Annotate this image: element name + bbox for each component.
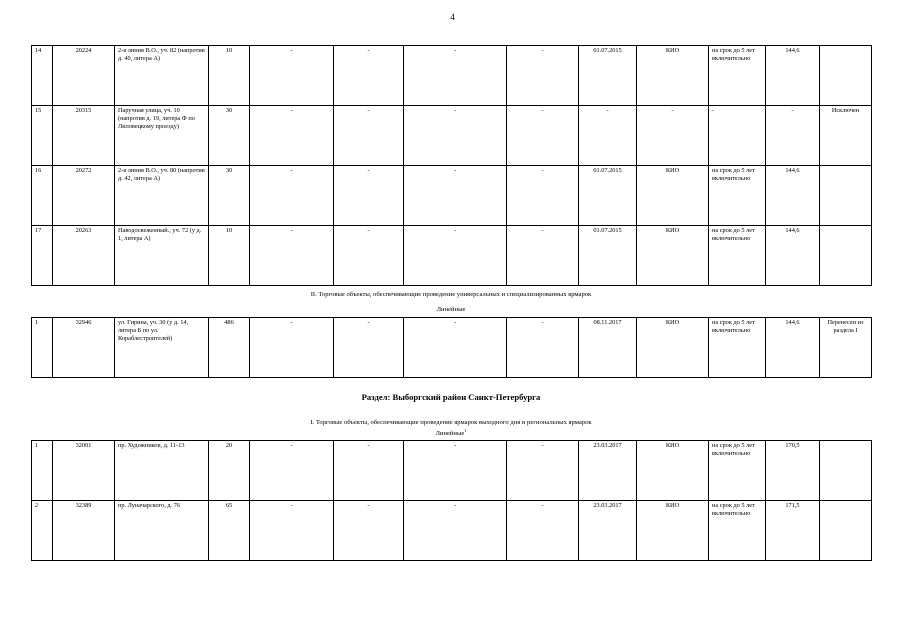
- cell-fee: -: [766, 106, 820, 166]
- cell-note: [820, 501, 872, 561]
- cell-places: 20: [209, 441, 250, 501]
- cell-col5: -: [250, 46, 334, 106]
- cell-col5: -: [250, 318, 334, 378]
- cell-col8: -: [507, 318, 579, 378]
- cell-term: на срок до 5 лет включительно: [709, 166, 766, 226]
- cell-col7: -: [404, 501, 507, 561]
- cell-col6: -: [334, 501, 404, 561]
- cell-number: 2: [32, 501, 53, 561]
- cell-col6: -: [334, 46, 404, 106]
- cell-organization: КИО: [637, 166, 709, 226]
- cell-col8: -: [507, 106, 579, 166]
- cell-date: 08.11.2017: [579, 318, 637, 378]
- cell-term: на срок до 5 лет включительно: [709, 226, 766, 286]
- cell-number: 14: [32, 46, 53, 106]
- cell-object-id: 20315: [53, 106, 115, 166]
- cell-col8: -: [507, 501, 579, 561]
- cell-address: пр. Художников, д. 11-13: [115, 441, 209, 501]
- district-heading: Раздел: Выборгский район Санкт-Петербурга: [361, 392, 541, 402]
- cell-organization: КИО: [637, 441, 709, 501]
- subcaption-linear-2: [31, 427, 871, 438]
- cell-col7: -: [404, 318, 507, 378]
- cell-col5: -: [250, 166, 334, 226]
- cell-object-id: 32389: [53, 501, 115, 561]
- cell-col7: -: [404, 226, 507, 286]
- cell-col5: -: [250, 441, 334, 501]
- cell-date: 01.07.2015: [579, 226, 637, 286]
- cell-fee: 171,5: [766, 501, 820, 561]
- cell-note: [820, 441, 872, 501]
- cell-organization: КИО: [637, 226, 709, 286]
- cell-object-id: 20272: [53, 166, 115, 226]
- trade-objects-table-3: [31, 440, 872, 561]
- cell-address: пр. Луначарского, д. 76: [115, 501, 209, 561]
- table-row: [32, 166, 872, 226]
- cell-fee: 170,5: [766, 441, 820, 501]
- cell-date: -: [579, 106, 637, 166]
- trade-objects-table-1: [31, 45, 872, 286]
- cell-term: на срок до 5 лет включительно: [709, 318, 766, 378]
- cell-note: [820, 166, 872, 226]
- cell-address: Наводосвеженный., уч. 72 (у д. 1, литера А): [115, 226, 209, 286]
- cell-number: 16: [32, 166, 53, 226]
- subcaption-linear: Линейные: [436, 306, 466, 313]
- cell-organization: КИО: [637, 318, 709, 378]
- cell-col5: -: [250, 501, 334, 561]
- cell-col7: -: [404, 106, 507, 166]
- section-caption-weekend-fairs: I. Торговые объекты, обеспечивающие проведение ярмарок выходного дня и региональных ярмарок: [310, 419, 592, 426]
- cell-date: 01.07.2015: [579, 166, 637, 226]
- cell-date: 23.03.2017: [579, 441, 637, 501]
- cell-col8: -: [507, 226, 579, 286]
- cell-places: 10: [209, 46, 250, 106]
- cell-fee: 144,6: [766, 166, 820, 226]
- cell-object-id: 32001: [53, 441, 115, 501]
- cell-col6: -: [334, 106, 404, 166]
- page-number: 4: [450, 12, 455, 22]
- cell-date: 01.07.2015: [579, 46, 637, 106]
- cell-note: [820, 46, 872, 106]
- table-row: [32, 106, 872, 166]
- cell-col6: -: [334, 166, 404, 226]
- cell-number: 1: [32, 318, 53, 378]
- cell-places: 30: [209, 166, 250, 226]
- cell-date: 23.03.2017: [579, 501, 637, 561]
- table-row: [32, 46, 872, 106]
- cell-col6: -: [334, 441, 404, 501]
- cell-fee: 144,6: [766, 46, 820, 106]
- cell-col8: -: [507, 441, 579, 501]
- cell-col8: -: [507, 46, 579, 106]
- cell-organization: КИО: [637, 501, 709, 561]
- cell-col7: -: [404, 46, 507, 106]
- cell-address: ул. Гирина, уч. 30 (у д. 14, литера Б по ул. Кораблестроителей): [115, 318, 209, 378]
- cell-col7: -: [404, 441, 507, 501]
- cell-object-id: 20224: [53, 46, 115, 106]
- cell-col8: -: [507, 166, 579, 226]
- cell-address: 2-я линия В.О., уч. 82 (напротив д. 40, литера А): [115, 46, 209, 106]
- cell-places: 65: [209, 501, 250, 561]
- cell-places: 10: [209, 226, 250, 286]
- cell-term: на срок до 5 лет включительно: [709, 501, 766, 561]
- cell-number: 1: [32, 441, 53, 501]
- cell-term: на срок до 5 лет включительно: [709, 46, 766, 106]
- cell-organization: КИО: [637, 46, 709, 106]
- cell-note: Исключен: [820, 106, 872, 166]
- table-row: [32, 226, 872, 286]
- cell-fee: 144,6: [766, 318, 820, 378]
- cell-col5: -: [250, 106, 334, 166]
- cell-term: на срок до 5 лет включительно: [709, 441, 766, 501]
- cell-address: Паручная улица, уч. 10 (напротив д. 19, литера Ф по Лиловецкому проезду): [115, 106, 209, 166]
- table-row: [32, 318, 872, 378]
- footnote-mark: 1: [464, 427, 467, 433]
- cell-places: 30: [209, 106, 250, 166]
- cell-places: 486: [209, 318, 250, 378]
- cell-organization: -: [637, 106, 709, 166]
- table-row: [32, 501, 872, 561]
- table-row: [32, 441, 872, 501]
- subcaption-linear-2-text: Линейные: [435, 430, 465, 437]
- cell-term: -: [709, 106, 766, 166]
- cell-note: [820, 226, 872, 286]
- cell-note: Перенесен из раздела I: [820, 318, 872, 378]
- cell-object-id: 20263: [53, 226, 115, 286]
- cell-col7: -: [404, 166, 507, 226]
- cell-address: 2-я линия В.О., уч. 80 (напротив д. 42, литера А): [115, 166, 209, 226]
- cell-fee: 144,6: [766, 226, 820, 286]
- cell-col6: -: [334, 318, 404, 378]
- trade-objects-table-2: [31, 317, 872, 378]
- cell-number: 17: [32, 226, 53, 286]
- cell-col5: -: [250, 226, 334, 286]
- cell-object-id: 32946: [53, 318, 115, 378]
- section-caption-fairs: II. Торговые объекты, обеспечивающие проведение универсальных и специализированных ярмарок: [310, 291, 592, 298]
- cell-number: 15: [32, 106, 53, 166]
- cell-col6: -: [334, 226, 404, 286]
